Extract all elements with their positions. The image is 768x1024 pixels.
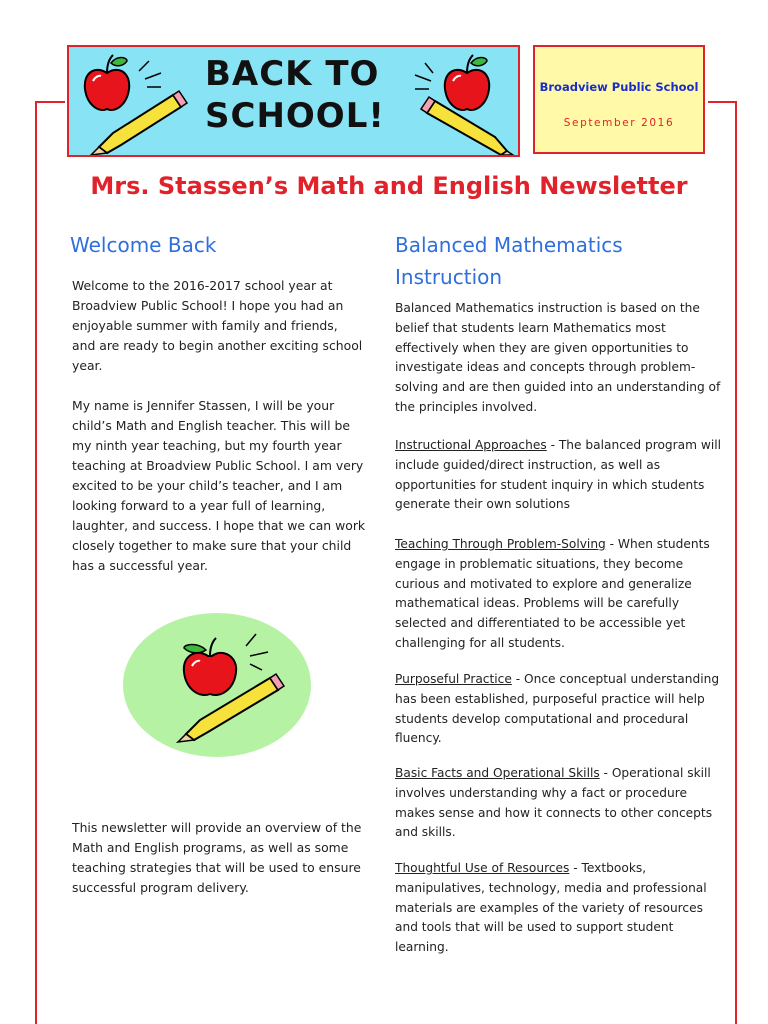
apple-pencil-clipart-right [397,51,517,157]
math-item-text: - When students engage in problematic situations, they become curious and motivated to explore and generalize mathematical ideas. Problems will be carefully selected and differentiated to be accessible yet challenging for all students. [395,537,710,650]
math-item-basic-facts [395,764,725,843]
apple-icon [85,55,129,110]
math-item-text: - Textbooks, manipulatives, technology, media and professional materials are examples of the variety of resources and tools that will be used to support student learning. [395,861,707,955]
math-item-text: - Operational skill involves understanding why a fact or procedure makes sense and how it connects to other concepts and skills. [395,766,713,840]
math-heading: Balanced Mathematics Instruction [395,233,623,289]
apple-pencil-clipart-circle [122,612,312,758]
math-item-term: Basic Facts and Operational Skills [395,766,600,780]
frame-line-top-left [35,101,65,103]
school-info-box [533,45,705,154]
banner-title [205,53,405,137]
math-item-text: - The balanced program will include guided/direct instruction, as well as opportunities for student inquiry in which students generate their own solutions [395,438,722,512]
math-item-term: Instructional Approaches [395,438,547,452]
math-item-instructional-approaches [395,436,725,515]
banner-title-line1: BACK TO [205,54,380,94]
math-item-term: Thoughtful Use of Resources [395,861,570,875]
newsletter-title: Mrs. Stassen’s Math and English Newsletter [90,172,688,200]
math-intro: Balanced Mathematics instruction is based on the belief that students learn Mathematics most effectively when they are given opportunities to investigate ideas and concepts through problem-solving and are then guided into an understanding of the principles involved. [395,301,721,414]
math-item-resources [395,859,725,958]
welcome-paragraph-1: Welcome to the 2016-2017 school year at Broadview Public School! I hope you had an enjoyable summer with family and friends, and are ready to begin another exciting school year. [72,278,363,373]
welcome-paragraph-2: My name is Jennifer Stassen, I will be your child’s Math and English teacher. This will be my ninth year teaching, but my fourth year teaching at Broadview Public School. I am very excited to be your child’s teacher, and I am looking forward to a year full of learning, laughter, and success. I hope that we can work closely together to make sure that your child has a successful year. [72,398,366,573]
apple-icon [445,55,489,110]
school-name: Broadview Public School [539,80,699,94]
issue-date: September 2016 [563,117,675,129]
math-item-purposeful-practice [395,670,725,749]
math-item-term: Teaching Through Problem-Solving [395,537,606,551]
back-to-school-banner [67,45,520,157]
banner-title-line2: SCHOOL! [205,96,385,136]
frame-line-top-right [708,101,736,103]
math-item-problem-solving [395,535,725,654]
frame-line-right [735,101,737,1024]
frame-line-left [35,101,37,1024]
math-item-text: - Once conceptual understanding has been established, purposeful practice will help students develop computational and procedural fluency. [395,672,720,746]
math-item-term: Purposeful Practice [395,672,512,686]
welcome-heading: Welcome Back [70,233,217,257]
welcome-paragraph-3: This newsletter will provide an overview of the Math and English programs, as well as some teaching strategies that will be used to ensure successful program delivery. [72,820,362,895]
apple-pencil-clipart-left [77,51,197,157]
